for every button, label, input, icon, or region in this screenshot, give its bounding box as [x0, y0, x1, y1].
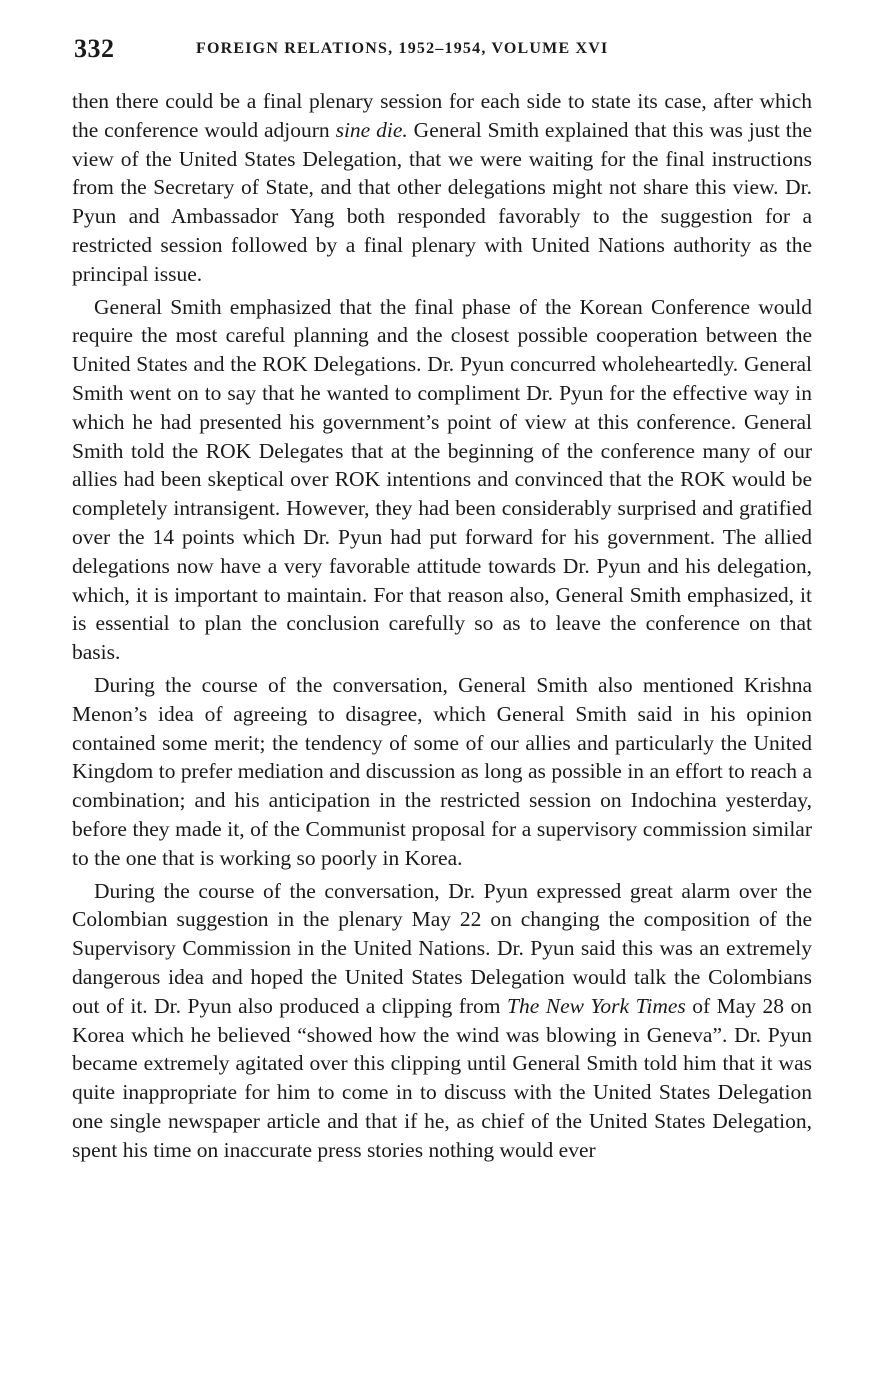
document-page: [72, 34, 812, 1164]
page-number: 332: [74, 34, 115, 63]
body-text: [72, 87, 812, 1164]
paragraph-1-text-b: General Smith explained that this was just the view of the United States Delegation, that we were waiting for the final instructions from the Secretary of State, and that other delegations might not share this view. Dr. Pyun and Ambassador Yang both responded favorably to the suggestion for a restricted session followed by a final plenary with United Nations authority as the principal issue.: [72, 117, 813, 286]
paragraph-4-text-b: of May 28 on Korea which he believed “showed how the wind was blowing in Geneva”. Dr. Pyun became extremely agitated over this clipping until General Smith told him that it was quite inappropriate for him to come in to discuss with the United States Delegation one single newspaper article and that if he, as chief of the United States Delegation, spent his time on inaccurate press stories nothing would ever: [72, 993, 812, 1162]
paragraph-4-text-a: During the course of the conversation, Dr. Pyun expressed great alarm over the Colombian suggestion in the plenary May 22 on changing the composition of the Supervisory Commission in the United Nations. Dr. Pyun said this was an extremely dangerous idea and hoped the United States Delegation would talk the Colombians out of it. Dr. Pyun also produced a clipping from: [72, 878, 812, 1018]
running-header: [72, 34, 812, 70]
paragraph-3: During the course of the conversation, General Smith also mentioned Krishna Menon’s idea of agreeing to disagree, which General Smith said in his opinion contained some merit; the tendency of some of our allies and particularly the United Kingdom to prefer mediation and discussion as long as possible in an effort to reach a combination; and his anticipation in the restricted session on Indochina yesterday, before they made it, of the Communist proposal for a supervisory commission similar to the one that is working so poorly in Korea.: [72, 672, 812, 870]
paragraph-1-italic-phrase: sine die.: [335, 117, 408, 142]
paragraph-1-text-a: then there could be a final plenary session for each side to state its case, after which the conference would adjourn: [72, 89, 812, 142]
paragraph-4: [72, 877, 812, 1165]
paragraph-1: [72, 87, 812, 289]
paragraph-2: General Smith emphasized that the final phase of the Korean Conference would require the most careful planning and the closest possible cooperation between the United States and the ROK Delegations. Dr. Pyun concurred wholeheartedly. General Smith went on to say that he wanted to compliment Dr. Pyun for the effective way in which he had presented his government’s point of view at this conference. General Smith told the ROK Delegates that at the beginning of the conference many of our allies had been skeptical over ROK intentions and convinced that the ROK would be completely intransigent. However, they had been considerably surprised and gratified over the 14 points which Dr. Pyun had put forward for his government. The allied delegations now have a very favorable attitude towards Dr. Pyun and his delegation, which, it is important to maintain. For that reason also, General Smith emphasized, it is essential to plan the conclusion carefully so as to leave the conference on that basis.: [72, 294, 812, 665]
running-header-title: FOREIGN RELATIONS, 1952–1954, VOLUME XVI: [196, 40, 609, 57]
paragraph-4-newspaper-title: The New York Times: [507, 993, 686, 1018]
